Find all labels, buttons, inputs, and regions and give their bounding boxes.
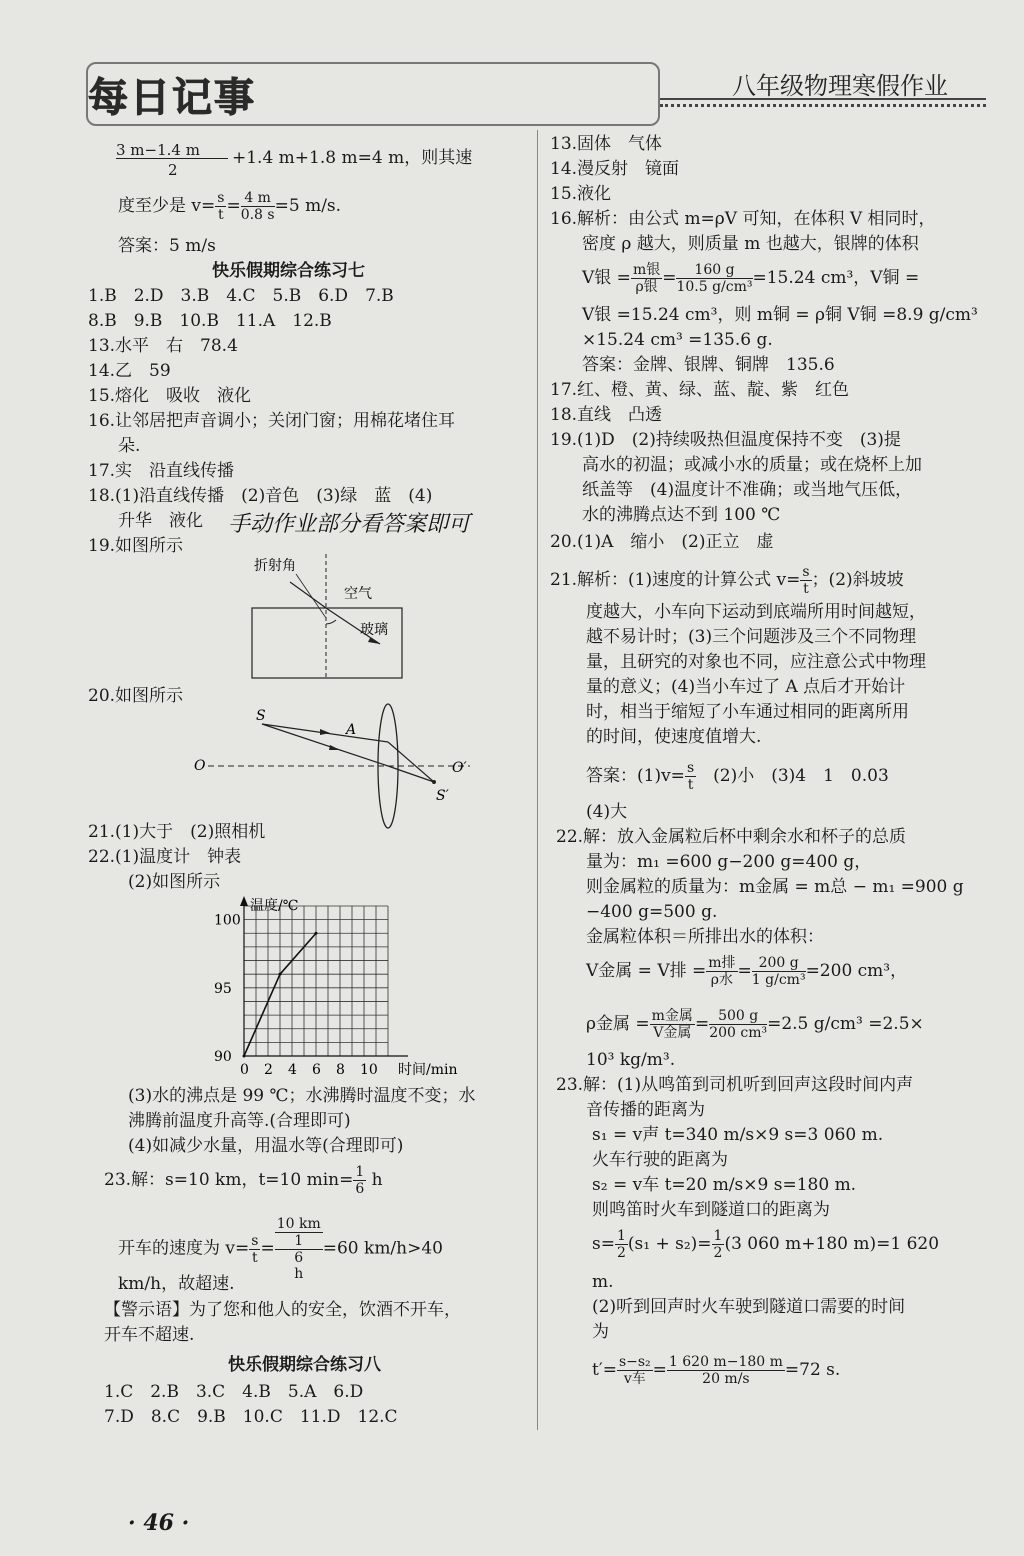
- answer-text: (2)小 (3)4 1 0.03: [713, 766, 889, 786]
- frac-den: 6: [355, 1181, 365, 1197]
- frac-num: 200 g: [752, 955, 806, 972]
- frac-num: s: [251, 1232, 259, 1249]
- frac-num: 4 m: [241, 190, 275, 207]
- formula-text: t′=: [592, 1360, 617, 1380]
- x-tick-label: 0: [240, 1062, 249, 1078]
- page-number: · 46 ·: [128, 1510, 190, 1536]
- frac-den: V金属: [653, 1025, 692, 1041]
- answer-row: 19.如图所示: [88, 536, 184, 556]
- answer-row: (3)水的沸点是 99 ℃；水沸腾时温度不变；水: [128, 1086, 476, 1106]
- speed-calc: 开车的速度为 v= $\frac{s}{t}$ = 10 km 1 6 h =60 km/h>40: [118, 1216, 443, 1282]
- answer-row: 14.漫反射 镜面: [550, 159, 680, 179]
- formula-result: =15.24 cm³，V铜 =: [752, 268, 920, 288]
- answer-row: 8.B 9.B 10.B 11.A 12.B: [88, 311, 332, 331]
- frac-den: 200 cm³: [709, 1025, 768, 1041]
- speed-line: 度至少是 v= $\frac{s}{t}$ = $\frac{4 m}{0.8 s}$ =5 m/s.: [118, 190, 342, 223]
- frac-den: 2: [616, 1245, 626, 1261]
- eq-line: +1.4 m+1.8 m=4 m，则其速: [232, 148, 473, 168]
- formula-text: (s₁ + s₂)=: [627, 1234, 712, 1254]
- frac-den: t: [803, 581, 809, 597]
- answer-row: 17.红、橙、黄、绿、蓝、靛、紫 红色: [550, 380, 850, 400]
- answer-row: 17.实 沿直线传播: [88, 461, 235, 481]
- y-tick-label: 100: [214, 912, 241, 929]
- speed-text: 度至少是 v=: [118, 196, 216, 216]
- frac-num: m金属: [651, 1008, 693, 1024]
- answer-row: 1.B 2.D 3.B 4.C 5.B 6.D 7.B: [88, 286, 394, 306]
- answer-row: 则金属粒的质量为：m金属 = m总 − m₁ =900 g: [586, 877, 964, 897]
- answer-row: 20.如图所示: [88, 686, 184, 706]
- answer-row: 朵.: [118, 436, 141, 456]
- answer-row: 则鸣笛时火车到隧道口的距离为: [592, 1200, 830, 1220]
- answer-row: 越不易计时；(3)三个问题涉及三个不同物理: [586, 627, 917, 647]
- answer-row: V银 =15.24 cm³，则 m铜 = ρ铜 V铜 =8.9 g/cm³: [582, 305, 978, 325]
- label-S-prime: S′: [436, 788, 449, 804]
- frac-num: 1: [355, 1164, 365, 1180]
- answer-row: s₂ = v车 t=20 m/s×9 s=180 m.: [592, 1175, 857, 1195]
- answer-row: ×15.24 cm³ =135.6 g.: [582, 330, 773, 350]
- angle-label: 折射角: [254, 558, 296, 574]
- answer-row: 18.(1)沿直线传播 (2)音色 (3)绿 蓝 (4): [88, 486, 433, 506]
- formula-text: s=: [592, 1234, 615, 1254]
- frac-den: v车: [623, 1371, 646, 1387]
- answer-row: 22.解：放入金属粒后杯中剩余水和杯子的总质: [556, 827, 907, 847]
- answer-row: 金属粒体积＝所排出水的体积：: [586, 927, 824, 947]
- formula-line: t′= $\frac{\text{s−s₂}}{\text{v车}}$ = $\frac{1 620 m-180 m}{20 m/s}$ =72 s.: [592, 1354, 841, 1387]
- answer-row: 13.固体 气体: [550, 134, 663, 154]
- fraction: [706, 955, 737, 988]
- fraction: [631, 262, 662, 295]
- answer-row: (2)如图所示: [128, 872, 221, 892]
- formula-text: V金属 = V排 =: [586, 961, 707, 981]
- section-title: 快乐假期综合练习七: [212, 261, 365, 281]
- answer: 答案：5 m/s: [118, 236, 216, 256]
- answer-row: 16.解析：由公式 m=ρV 可知，在体积 V 相同时，: [550, 209, 936, 229]
- frac-den: 1 g/cm³: [751, 972, 806, 988]
- frac-den: t: [252, 1249, 258, 1266]
- answer-row: 16.让邻居把声音调小；关闭门窗；用棉花堵住耳: [88, 411, 456, 431]
- label-O-prime: O′: [452, 760, 467, 776]
- analysis-line: [550, 564, 904, 597]
- fraction: [617, 1354, 653, 1387]
- frac-num: 10 km: [276, 1216, 321, 1232]
- frac-den: ρ水: [710, 972, 734, 988]
- speed-text: 开车的速度为 v=: [118, 1238, 250, 1259]
- answer-row: 20.(1)A 缩小 (2)正立 虚: [550, 532, 774, 552]
- answer-line: [586, 760, 889, 793]
- answer-row: 15.熔化 吸收 液化: [88, 386, 252, 406]
- answer-row: 音传播的距离为: [586, 1100, 705, 1120]
- formula-text: V银 =: [582, 268, 631, 288]
- label-S: S: [256, 708, 266, 724]
- answer-row: 升华 液化: [118, 511, 203, 531]
- x-axis-label: 时间/min: [398, 1062, 458, 1078]
- section-title: 快乐假期综合练习八: [228, 1355, 381, 1375]
- answer-row: s₁ = v声 t=340 m/s×9 s=3 060 m.: [592, 1125, 884, 1145]
- x-tick-label: 8: [336, 1062, 345, 1078]
- frac-num: 1: [275, 1233, 323, 1250]
- answer-row: (4)大: [586, 802, 628, 822]
- answer-row: 答案：金牌、银牌、铜牌 135.6: [582, 355, 835, 375]
- x-tick-label: 2: [264, 1062, 273, 1078]
- answer-row: 为: [592, 1322, 609, 1342]
- handwritten-note: 手动作业部分看答案即可: [228, 512, 471, 537]
- header-logo: 每日记事: [88, 75, 256, 121]
- fraction: [712, 1228, 725, 1261]
- y-axis-label: 温度/℃: [250, 898, 299, 914]
- answer-row: 量的意义；(4)当小车过了 A 点后才开始计: [586, 677, 906, 697]
- answer-row: 19.(1)D (2)持续吸热但温度保持不变 (3)提: [550, 430, 901, 450]
- formula-line: ρ金属 = $\frac{\text{m金属}}{\text{V金属}}$ = $\frac{500 g}{\text{200 cm³}}$ =2.5 g/cm³ =2.5×: [586, 1008, 924, 1041]
- frac-num: m排: [708, 955, 736, 971]
- answer-row: 量，且研究的对象也不同，应注意公式中物理: [586, 652, 926, 672]
- answer-row: 15.液化: [550, 184, 612, 204]
- answer-row: 23.解：(1)从鸣笛到司机听到回声这段时间内声: [556, 1075, 914, 1095]
- frac-num: 160 g: [676, 262, 752, 279]
- x-tick-label: 6: [312, 1062, 321, 1078]
- answer-row: 13.水平 右 78.4: [88, 336, 238, 356]
- label-A: A: [346, 722, 357, 738]
- header-subtitle: 八年级物理寒假作业: [732, 72, 948, 100]
- frac-den: 6: [294, 1250, 304, 1266]
- eq-denominator: 2: [168, 161, 178, 179]
- eq-numerator: 3 m−1.4 m: [116, 141, 200, 159]
- answer-text: 答案：(1)v=: [586, 766, 685, 786]
- frac-den: t: [687, 777, 694, 793]
- answer-row: (4)如减少水量，用温水等(合理即可): [128, 1136, 404, 1156]
- x-tick-label: 4: [288, 1062, 297, 1078]
- answer-row: 高水的初温；或减小水的质量；或在烧杯上加: [582, 455, 922, 475]
- frac-num: 1 620 m−180 m: [668, 1354, 783, 1370]
- formula-line: V金属 = V排 = $\frac{\text{m排}}{\text{ρ水}}$ = $\frac{200 g}{\text{1 g/cm³}}$ =200 cm³，: [586, 955, 908, 988]
- frac-num: 1: [713, 1228, 723, 1244]
- answer-row: 水的沸腾点达不到 100 ℃: [582, 505, 781, 525]
- answer-row: km/h，故超速.: [118, 1274, 235, 1294]
- speed-result: =5 m/s.: [274, 196, 342, 216]
- y-tick-label: 95: [214, 980, 232, 997]
- frac-num: s: [217, 190, 225, 206]
- glass-label: 玻璃: [360, 622, 388, 638]
- frac-num: s: [802, 564, 810, 580]
- analysis-text: 21.解析：(1)速度的计算公式 v=: [550, 570, 801, 590]
- formula-result: (3 060 m+180 m)=1 620: [724, 1234, 940, 1254]
- frac-num: s: [686, 760, 695, 776]
- answer-row: 度越大，小车向下运动到底端所用时间越短，: [586, 602, 926, 622]
- fraction: [676, 262, 752, 295]
- answer-row: 时，相当于缩短了小车通过相同的距离所用: [586, 702, 909, 722]
- answer-row: 21.(1)大于 (2)照相机: [88, 822, 266, 842]
- answer-row: 火车行驶的距离为: [592, 1150, 728, 1170]
- air-label: 空气: [344, 586, 372, 602]
- label-O: O: [194, 758, 206, 774]
- fraction: [667, 1354, 785, 1387]
- answer-row: 18.直线 凸透: [550, 405, 663, 425]
- fraction: [800, 564, 811, 597]
- answer-row: 纸盖等 (4)温度计不准确；或当地气压低，: [582, 480, 913, 500]
- answer-row: 的时间，使速度值增大.: [586, 727, 762, 747]
- warning-text: 【警示语】为了您和他人的安全，饮酒不开车，: [104, 1300, 461, 1320]
- frac-den: t: [218, 207, 224, 223]
- formula-line: V银 = $\frac{\text{m银}}{\text{ρ银}}$ = $\frac{160 g}{\text{10.5 g/cm³}}$ =15.24 cm³，V铜 =: [582, 262, 920, 295]
- frac-num: 1: [616, 1228, 626, 1244]
- answer-row: 量为：m₁ =600 g−200 g=400 g，: [586, 852, 872, 872]
- formula-line: [592, 1228, 939, 1261]
- warning-text: 开车不超速.: [104, 1325, 195, 1345]
- frac-den: 0.8 s: [240, 207, 275, 223]
- frac-den: 20 m/s: [702, 1371, 750, 1387]
- answer-row: (2)听到回声时火车驶到隧道口需要的时间: [592, 1297, 906, 1317]
- answer-row: m.: [592, 1272, 614, 1292]
- answer-row: 7.D 8.C 9.B 10.C 11.D 12.C: [104, 1407, 398, 1427]
- frac-num: m银: [632, 262, 661, 278]
- analysis-text: ；(2)斜坡坡: [811, 570, 904, 590]
- fraction: [650, 1008, 695, 1041]
- frac-den: 10.5 g/cm³: [676, 279, 753, 295]
- answer-row: 22.(1)温度计 钟表: [88, 847, 242, 867]
- formula-result: =2.5 g/cm³ =2.5×: [767, 1014, 924, 1034]
- answer-row: 1.C 2.B 3.C 4.B 5.A 6.D: [104, 1382, 364, 1402]
- formula-result: =72 s.: [784, 1360, 841, 1380]
- y-tick-label: 90: [214, 1049, 232, 1065]
- formula-text: ρ金属 =: [586, 1014, 650, 1034]
- unit: h: [294, 1266, 304, 1282]
- fraction: [709, 1008, 767, 1041]
- answer-row: 14.乙 59: [88, 361, 171, 381]
- x-tick-label: 10: [360, 1062, 378, 1078]
- answer-row: 密度 ρ 越大，则质量 m 也越大，银牌的体积: [582, 234, 919, 254]
- fraction: [615, 1228, 628, 1261]
- fraction: [685, 760, 696, 793]
- answer-row: 沸腾前温度升高等.(合理即可): [128, 1111, 351, 1131]
- solution-text: 23.解：s=10 km，t=10 min=: [104, 1170, 354, 1190]
- formula-result: =200 cm³，: [805, 961, 908, 981]
- unit: h: [371, 1170, 383, 1190]
- frac-num: s−s₂: [618, 1354, 651, 1370]
- fraction: [752, 955, 806, 988]
- frac-den: 2: [713, 1245, 723, 1261]
- speed-result: =60 km/h>40: [322, 1238, 443, 1259]
- frac-num: 500 g: [709, 1008, 767, 1025]
- answer-row: 10³ kg/m³.: [586, 1050, 676, 1070]
- answer-row: −400 g=500 g.: [586, 902, 718, 922]
- frac-den: ρ银: [635, 279, 658, 295]
